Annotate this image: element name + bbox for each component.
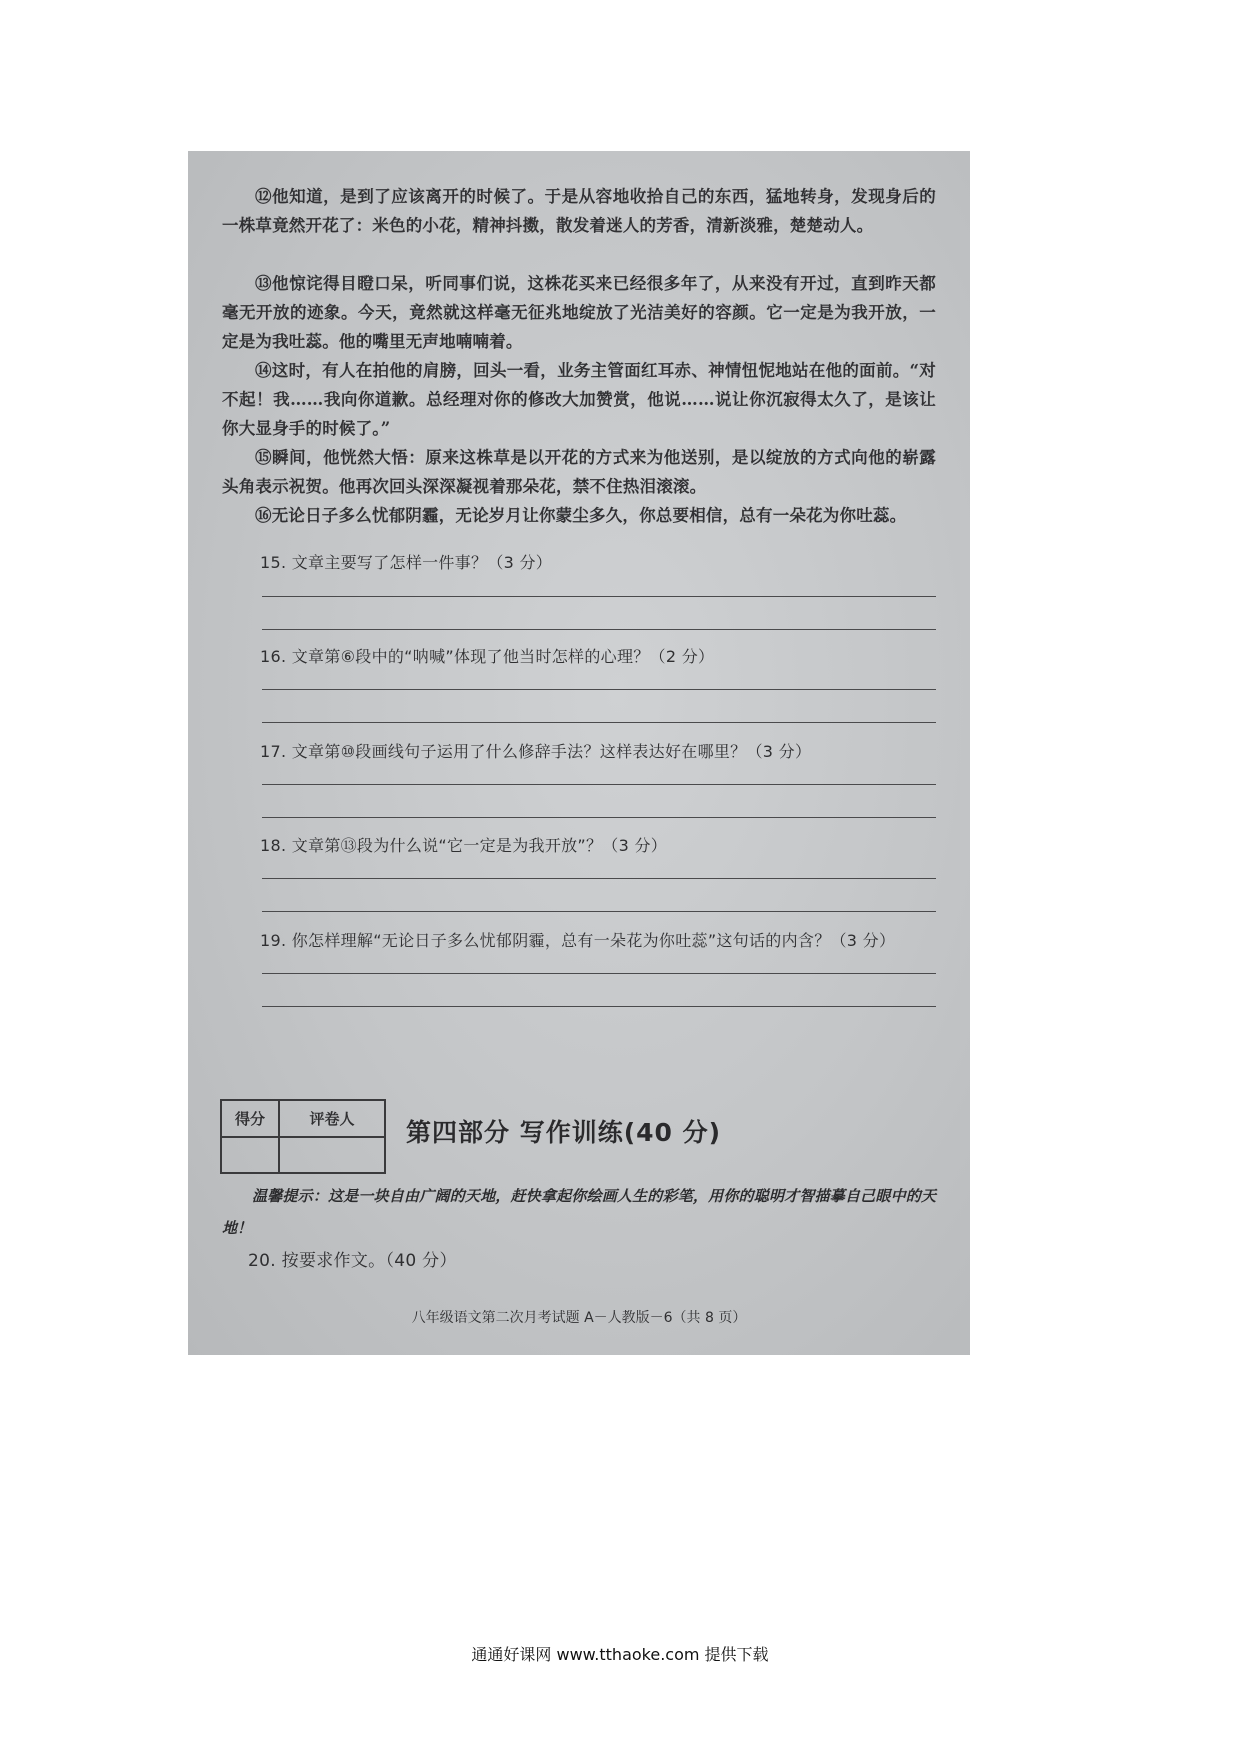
answer-line[interactable] xyxy=(262,689,936,690)
answer-line[interactable] xyxy=(262,596,936,597)
paragraph-12: ⑫他知道，是到了应该离开的时候了。于是从容地收拾自己的东西，猛地转身，发现身后的一株草竟然开花了：米色的小花，精神抖擞，散发着迷人的芳香，清新淡雅，楚楚动人。 xyxy=(222,187,936,235)
answer-line[interactable] xyxy=(262,784,936,785)
answer-line[interactable] xyxy=(262,911,936,912)
scanned-exam-page xyxy=(188,151,970,1355)
question-19: 19. 你怎样理解“无论日子多么忧郁阴霾，总有一朵花为你吐蕊”这句话的内含？（3 分） xyxy=(260,931,896,950)
writing-tip: 温馨提示：这是一块自由广阔的天地，赶快拿起你绘画人生的彩笔，用你的聪明才智描摹自己眼中的天地！ xyxy=(222,1187,936,1237)
page-footer: 八年级语文第二次月考试题 A－人教版－6（共 8 页） xyxy=(411,1310,747,1326)
answer-line[interactable] xyxy=(262,722,936,723)
answer-line[interactable] xyxy=(262,878,936,879)
question-20: 20. 按要求作文。（40 分） xyxy=(248,1251,457,1271)
site-footer: 通通好课网 www.tthaoke.com 提供下载 xyxy=(471,1645,769,1664)
grader-label: 评卷人 xyxy=(280,1101,384,1138)
score-label: 得分 xyxy=(222,1101,280,1138)
answer-line[interactable] xyxy=(262,1006,936,1007)
question-16: 16. 文章第⑥段中的“呐喊”体现了他当时怎样的心理？（2 分） xyxy=(260,647,715,666)
answer-line[interactable] xyxy=(262,817,936,818)
section-title: 第四部分 写作训练(40 分) xyxy=(406,1118,722,1147)
answer-line[interactable] xyxy=(262,973,936,974)
question-15: 15. 文章主要写了怎样一件事？（3 分） xyxy=(260,553,553,572)
answer-line[interactable] xyxy=(262,629,936,630)
question-18: 18. 文章第⑬段为什么说“它一定是为我开放”？（3 分） xyxy=(260,836,668,855)
question-17: 17. 文章第⑩段画线句子运用了什么修辞手法？这样表达好在哪里？（3 分） xyxy=(260,742,812,761)
paragraph-13: ⑬他惊诧得目瞪口呆，听同事们说，这株花买来已经很多年了，从来没有开过，直到昨天都毫无开放的迹象。今天，竟然就这样毫无征兆地绽放了光洁美好的容颜。它一定是为我开放，一定是为我吐蕊。他的嘴里无声地喃喃着。 xyxy=(222,274,936,351)
score-table xyxy=(220,1099,386,1174)
score-cell[interactable] xyxy=(222,1138,280,1172)
paragraph-16: ⑯无论日子多么忧郁阴霾，无论岁月让你蒙尘多久，你总要相信，总有一朵花为你吐蕊。 xyxy=(255,506,907,525)
grader-cell[interactable] xyxy=(280,1138,384,1172)
paragraph-14: ⑭这时，有人在拍他的肩膀，回头一看，业务主管面红耳赤、神情忸怩地站在他的面前。“对不起！我……我向你道歉。总经理对你的修改大加赞赏，他说……说让你沉寂得太久了，是该让你大显身手的时候了。” xyxy=(222,361,936,438)
paragraph-15: ⑮瞬间，他恍然大悟：原来这株草是以开花的方式来为他送别，是以绽放的方式向他的崭露头角表示祝贺。他再次回头深深凝视着那朵花，禁不住热泪滚滚。 xyxy=(222,448,936,496)
